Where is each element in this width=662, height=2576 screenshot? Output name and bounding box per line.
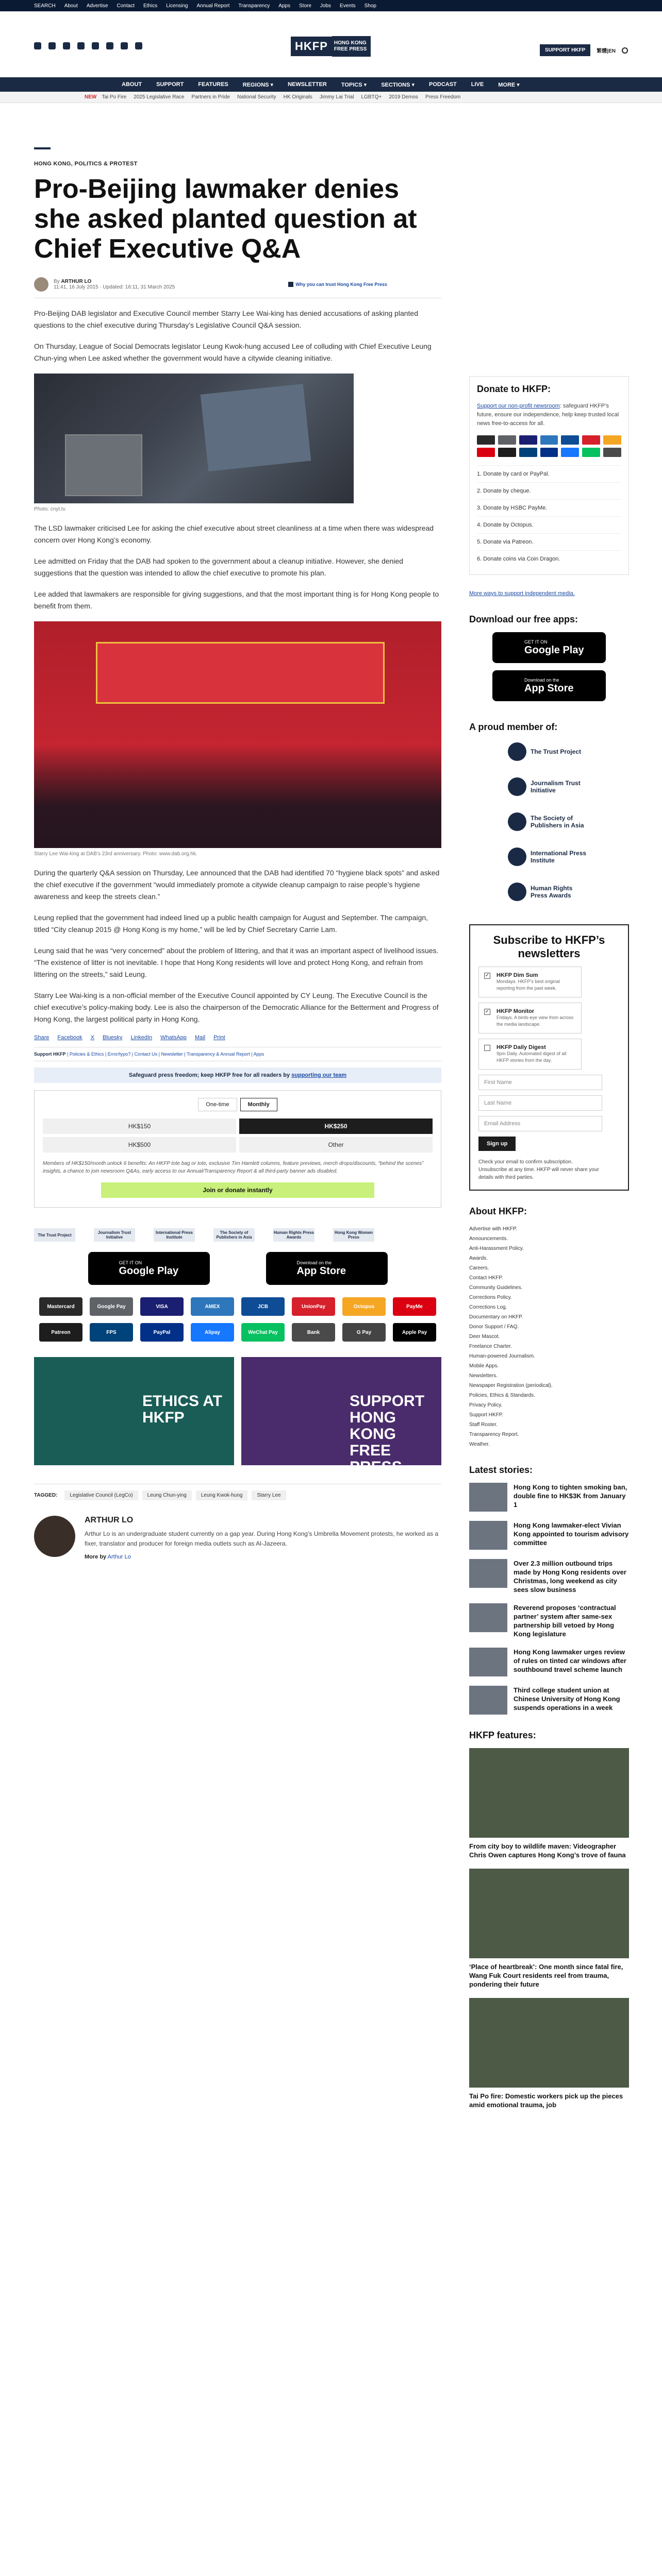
nav-item[interactable]: PODCAST: [429, 81, 457, 88]
donate-option[interactable]: 6. Donate coins via Coin Dragon.: [477, 550, 621, 567]
about-link[interactable]: Deer Mascot.: [469, 1334, 500, 1340]
app-store-button[interactable]: Download on the App Store: [492, 670, 606, 701]
amount-option-selected[interactable]: HK$250: [239, 1118, 433, 1134]
story-title[interactable]: Hong Kong lawmaker urges review of rules on tinted car windows after southbound travel scheme launch: [514, 1648, 626, 1673]
payment-logo: Patreon: [39, 1323, 82, 1342]
sign-up-button[interactable]: Sign up: [478, 1137, 516, 1151]
membership-note: Members of HK$150/month unlock 6 benefits: An HKFP tote bag or tote, exclusive Tim Hamlett columns, feature previews, merch drops/discounts, “behind the scenes” insights, a chance to join newsroom Q&As, early access to our Annual/Transparency Report & all third-party banner ads disabled.: [43, 1161, 424, 1174]
about-link[interactable]: Advertise with HKFP.: [469, 1226, 518, 1232]
photo-banner: [96, 642, 385, 704]
amount-option[interactable]: HK$500: [43, 1137, 236, 1153]
paragraph-4: Lee admitted on Friday that the DAB had spoken to the government about a cleanup initiative. However, she denied suggestions that the question was intended to allow the chief executive to promote his plan.: [34, 557, 404, 577]
member-emblem-icon: [508, 848, 526, 866]
newsletter-option[interactable]: [478, 1039, 582, 1070]
topbar-link[interactable]: Ethics: [143, 3, 158, 9]
donate-options: [477, 465, 621, 567]
trending-link[interactable]: Jimmy Lai Trial: [319, 94, 354, 100]
about-link[interactable]: Freelance Charter.: [469, 1344, 512, 1349]
share-link[interactable]: Mail: [194, 1035, 206, 1041]
payment-logo: PayPal: [140, 1323, 184, 1342]
topbar-link[interactable]: Annual Report: [196, 3, 230, 9]
about-link[interactable]: Corrections Policy.: [469, 1295, 512, 1300]
nav-item[interactable]: SUPPORT: [156, 81, 184, 88]
logo-mark: HKFP: [291, 37, 332, 56]
instagram-icon[interactable]: [63, 42, 70, 49]
byline: [34, 277, 441, 292]
tag-link[interactable]: Leung Kwok-hung: [196, 1490, 248, 1500]
story-item[interactable]: [469, 1686, 629, 1715]
payment-icon: [477, 435, 495, 445]
feature-stories: [469, 1748, 629, 2109]
member-name: The Society of Publishers in Asia: [531, 815, 584, 829]
google-play-button[interactable]: GET IT ON Google Play: [88, 1252, 210, 1285]
donation-tabs: [43, 1098, 433, 1111]
proud-member-logo[interactable]: [508, 775, 590, 799]
donation-box: [34, 1090, 441, 1208]
payment-logo: VISA: [140, 1297, 184, 1316]
trending-link[interactable]: 2019 Demos: [389, 94, 418, 100]
site-header: [0, 11, 662, 77]
payment-logo: UnionPay: [292, 1297, 335, 1316]
article-title: Pro-Beijing lawmaker denies she asked planted question at Chief Executive Q&A: [34, 174, 417, 264]
tag-link[interactable]: Starry Lee: [252, 1490, 286, 1500]
feature-item[interactable]: [469, 1869, 629, 1989]
newsletter-name: HKFP Monitor: [496, 1008, 535, 1014]
member-logo[interactable]: Human Rights Press Awards: [273, 1228, 315, 1242]
payment-logo: Mastercard: [39, 1297, 82, 1316]
newsletter-name: HKFP Daily Digest: [496, 1044, 546, 1050]
byline-text: By ARTHUR LO 11:41, 16 July 2015 · Updated: 16:11, 31 March 2025: [54, 279, 175, 290]
app-buttons: [34, 1252, 441, 1285]
proud-member-logo[interactable]: [508, 880, 590, 904]
payment-icons: [477, 435, 621, 457]
main-nav: [0, 77, 662, 92]
payment-icon: [540, 448, 558, 457]
topbar-link[interactable]: SEARCH: [34, 3, 56, 9]
story-item[interactable]: [469, 1521, 629, 1550]
donation-banner: Safeguard press freedom; keep HKFP free for all readers by supporting our team: [34, 1067, 441, 1083]
newsletter-option[interactable]: [478, 967, 582, 997]
story-item[interactable]: [469, 1603, 629, 1638]
payment-icon: [603, 435, 621, 445]
support-link[interactable]: Support HKFP: [34, 1052, 66, 1057]
payment-logo: FPS: [90, 1323, 133, 1342]
newsletter-options: [478, 967, 620, 1070]
paragraph-3: The LSD lawmaker criticised Lee for asking the chief executive about street cleanliness at a time when there was widespread concern over Hong Kong’s economy.: [34, 524, 434, 544]
payment-icon: [561, 448, 579, 457]
about-link[interactable]: Human-powered Journalism.: [469, 1353, 535, 1359]
nav-item[interactable]: TOPICS ▾: [341, 81, 367, 88]
promo-title: ETHICS AT HKFP: [142, 1393, 222, 1426]
topbar-link[interactable]: Apps: [278, 3, 290, 9]
story-thumbnail[interactable]: [469, 1559, 507, 1588]
nav-item[interactable]: NEWSLETTER: [288, 81, 327, 88]
about-link[interactable]: Documentary on HKFP.: [469, 1314, 523, 1320]
sidebar: [469, 376, 629, 2119]
payment-logo: PayMe: [393, 1297, 436, 1316]
member-logo[interactable]: Hong Kong Women Press: [333, 1228, 374, 1242]
topbar-link[interactable]: Events: [340, 3, 356, 9]
story-item[interactable]: [469, 1483, 629, 1512]
share-link[interactable]: Share: [34, 1035, 49, 1041]
story-thumbnail[interactable]: [469, 1483, 507, 1512]
nav-item[interactable]: LIVE: [471, 81, 484, 88]
author-bio: Arthur Lo is an undergraduate student currently on a gap year. During Hong Kong’s Umbrella Movement protests, he worked as a fixer, translator and producer for foreign media outlets such as Al-Jazeera.: [85, 1530, 439, 1547]
topbar-link[interactable]: Advertise: [86, 3, 108, 9]
nav-item[interactable]: REGIONS ▾: [242, 81, 274, 88]
about-link[interactable]: Contact HKFP.: [469, 1275, 503, 1281]
about-title: About HKFP:: [469, 1206, 527, 1216]
story-title[interactable]: Over 2.3 million outbound trips made by Hong Kong residents over Christmas, long weekend as city sees slow business: [514, 1560, 626, 1594]
trending-link[interactable]: Partners in Pride: [191, 94, 230, 100]
member-logo[interactable]: The Trust Project: [34, 1228, 75, 1242]
about-link[interactable]: Mobile Apps.: [469, 1363, 499, 1369]
tagged-label: TAGGED:: [34, 1493, 58, 1498]
story-item[interactable]: [469, 1648, 629, 1676]
story-thumbnail[interactable]: [469, 1521, 507, 1550]
member-logo[interactable]: The Society of Publishers in Asia: [213, 1228, 255, 1242]
new-badge: NEW: [85, 94, 97, 100]
story-item[interactable]: [469, 1559, 629, 1594]
payment-logo: Bank: [292, 1323, 335, 1342]
donate-option[interactable]: 2. Donate by cheque.: [477, 482, 621, 499]
about-link[interactable]: Community Guidelines.: [469, 1285, 523, 1291]
newsletter-widget: [469, 924, 629, 1191]
about-link[interactable]: Policies, Ethics & Standards.: [469, 1393, 535, 1398]
paragraph-5: Lee added that lawmakers are responsible for giving suggestions, and that the most important thing is for Hong Kong people to benefit from them.: [34, 590, 439, 610]
email-field[interactable]: Email Address: [478, 1116, 602, 1131]
x-icon[interactable]: [48, 42, 56, 49]
payment-methods: [34, 1297, 441, 1342]
donate-option[interactable]: 5. Donate via Patreon.: [477, 533, 621, 550]
payment-icon: [519, 435, 537, 445]
payment-logo: Google Pay: [90, 1297, 133, 1316]
newsletter-desc: 9pm Daily. Automated digest of all HKFP stories from the day.: [496, 1051, 567, 1063]
trending-link[interactable]: Press Freedom: [425, 94, 461, 100]
support-hkfp-button[interactable]: SUPPORT HKFP: [540, 44, 590, 56]
trust-link[interactable]: Why you can trust Hong Kong Free Press: [288, 282, 387, 287]
payment-icon: [582, 435, 600, 445]
topbar-link[interactable]: Store: [299, 3, 311, 9]
payment-logo: WeChat Pay: [241, 1323, 285, 1342]
share-link[interactable]: Bluesky: [103, 1035, 123, 1041]
author-link[interactable]: ARTHUR LO: [61, 279, 92, 284]
payment-icon: [540, 435, 558, 445]
tags-row: [34, 1484, 441, 1500]
newsletter-note: Check your email to confirm subscription. Unsubscribe at any time. HKFP will never share your details with third parties.: [478, 1159, 599, 1180]
facebook-icon[interactable]: [34, 42, 41, 49]
trending-link[interactable]: National Security: [237, 94, 276, 100]
about-link[interactable]: Newspaper Registration (periodical).: [469, 1383, 553, 1388]
topbar-link[interactable]: About: [64, 3, 78, 9]
payment-icon: [498, 435, 516, 445]
payment-logo: G Pay: [342, 1323, 386, 1342]
youtube-icon[interactable]: [77, 42, 85, 49]
payment-icon: [519, 448, 537, 457]
share-links: [34, 1035, 441, 1041]
last-name-field[interactable]: Last Name: [478, 1095, 602, 1111]
search-icon[interactable]: [622, 47, 628, 54]
member-emblem-icon: [508, 742, 526, 761]
payment-icon: [561, 435, 579, 445]
email-icon[interactable]: [135, 42, 142, 49]
newsletter-name: HKFP Dim Sum: [496, 972, 538, 978]
story-thumbnail[interactable]: [469, 1686, 507, 1715]
nav-item[interactable]: SECTIONS ▾: [381, 81, 415, 88]
paragraph-2: On Thursday, League of Social Democrats legislator Leung Kwok-hung accused Lee of colluding with Chief Executive Leung Chun-ying when Lee asked whether the government would have a citywide cleaning initiative.: [34, 342, 432, 362]
checkbox-icon[interactable]: ✓: [485, 973, 490, 978]
about-link[interactable]: Privacy Policy.: [469, 1402, 503, 1408]
latest-title: Latest stories:: [469, 1465, 533, 1475]
tag-link[interactable]: Legislative Council (LegCo): [64, 1490, 138, 1500]
nav-item[interactable]: MORE ▾: [498, 81, 520, 88]
logo-name: HONG KONG FREE PRESS: [332, 36, 371, 57]
promo-card[interactable]: [241, 1357, 441, 1476]
header-actions: [540, 44, 628, 56]
article: [34, 147, 441, 1560]
newsletter-desc: Mondays. HKFP’s best original reporting from the past week.: [496, 979, 560, 991]
photo-inset: [65, 434, 142, 496]
photo-board: [201, 384, 311, 471]
proud-member-logo[interactable]: [508, 810, 590, 834]
photo-caption: Starry Lee Wai-king at DAB’s 23rd anniversary. Photo: www.dab.org.hk.: [34, 851, 197, 857]
trending-link[interactable]: 2025 Legislative Race: [134, 94, 185, 100]
about-link[interactable]: Corrections Log.: [469, 1304, 507, 1310]
article-photo-dab: [34, 621, 441, 848]
paragraph-8: Leung said that he was “very concerned” about the problem of littering, and that it was an important aspect of livelihood issues. “The existence of litter is not inevitable. I hope that Hong Kong residents will love and protect Hong Kong, and refrain from littering on the streets,” said Leung.: [34, 946, 439, 978]
more-ways-link[interactable]: More ways to support independent media.: [469, 590, 575, 597]
donate-option[interactable]: 3. Donate by HSBC PayMe.: [477, 499, 621, 516]
member-name: Journalism Trust Initiative: [531, 779, 581, 794]
feature-image[interactable]: [469, 1998, 629, 2088]
payment-icon: [498, 448, 516, 457]
threads-icon[interactable]: [106, 42, 113, 49]
paragraph-6: During the quarterly Q&A session on Thursday, Lee announced that the DAB had identified 70 “hygiene black spots” and asked the chief executive if the government “would immediately promote a citywide cleanup campaign to raise people’s hygiene awareness and keep the streets clean.”: [34, 869, 440, 901]
payment-logo: Alipay: [191, 1323, 234, 1342]
about-link[interactable]: Weather.: [469, 1442, 490, 1447]
trending-link[interactable]: Tai Po Fire: [102, 94, 127, 100]
about-link[interactable]: Anti-Harassment Policy.: [469, 1246, 524, 1251]
about-link[interactable]: Careers.: [469, 1265, 489, 1271]
payment-logo: JCB: [241, 1297, 285, 1316]
story-thumbnail[interactable]: [469, 1603, 507, 1632]
payment-icon: [477, 448, 495, 457]
story-title[interactable]: Third college student union at Chinese University of Hong Kong suspends operations in a week: [514, 1686, 620, 1711]
author-box: [34, 1516, 441, 1560]
nav-item[interactable]: ABOUT: [122, 81, 142, 88]
support-links-bar: Support HKFP | Policies & Ethics | Error/typo? | Contact Us | Newsletter | Transparency & Annual Report | Apps: [34, 1047, 441, 1061]
story-thumbnail[interactable]: [469, 1648, 507, 1676]
share-link[interactable]: X: [90, 1035, 95, 1041]
about-link[interactable]: Donor Support / FAQ.: [469, 1324, 519, 1330]
about-link[interactable]: Support HKFP.: [469, 1412, 503, 1418]
support-team-link[interactable]: supporting our team: [291, 1072, 347, 1078]
donate-title: Donate to HKFP:: [477, 384, 551, 394]
member-emblem-icon: [508, 883, 526, 901]
author-photo: [34, 1516, 75, 1557]
feature-item[interactable]: [469, 1998, 629, 2109]
donate-option[interactable]: 4. Donate by Octopus.: [477, 516, 621, 533]
author-name[interactable]: ARTHUR LO: [85, 1516, 134, 1524]
telegram-icon[interactable]: [92, 42, 99, 49]
donation-amounts: [43, 1118, 433, 1153]
photo-caption: Photo: cnyt.tv.: [34, 506, 67, 512]
google-play-button[interactable]: GET IT ON Google Play: [492, 632, 606, 663]
trending-nav: [0, 92, 662, 103]
proud-member-logo[interactable]: [508, 740, 590, 764]
donate-widget: [469, 376, 629, 575]
member-logo[interactable]: International Press Institute: [154, 1228, 195, 1242]
first-name-field[interactable]: First Name: [478, 1075, 602, 1090]
about-link[interactable]: Transparency Report.: [469, 1432, 519, 1437]
payment-logo: AMEX: [191, 1297, 234, 1316]
promo-card[interactable]: [34, 1357, 234, 1465]
photo-people: [34, 745, 441, 848]
proud-member-logo[interactable]: [508, 845, 590, 869]
apps-title: Download our free apps:: [469, 614, 578, 624]
tab-monthly[interactable]: Monthly: [240, 1098, 277, 1111]
promo-title: SUPPORT HONG KONG FREE PRESS: [350, 1393, 425, 1476]
about-link[interactable]: Announcements.: [469, 1236, 508, 1242]
tag-link[interactable]: Leung Chun-ying: [142, 1490, 192, 1500]
language-switch[interactable]: 繁體|EN: [597, 48, 616, 54]
nav-item[interactable]: FEATURES: [198, 81, 228, 88]
checkbox-icon[interactable]: ✓: [485, 1009, 490, 1014]
member-logos: [34, 1228, 441, 1242]
paragraph-7: Leung replied that the government had indeed lined up a public health campaign for August and September. The campaign, titled “City cleanup 2015 @ Hong Kong is my home,” will be led by Chief Secretary Carrie Lam.: [34, 913, 428, 934]
topbar-link[interactable]: Shop: [364, 3, 376, 9]
app-store-button[interactable]: Download on the App Store: [266, 1252, 388, 1285]
member-logo[interactable]: Journalism Trust Initiative: [94, 1228, 135, 1242]
share-link[interactable]: Facebook: [57, 1035, 82, 1041]
payment-icon: [603, 448, 621, 457]
about-link[interactable]: Staff Roster.: [469, 1422, 498, 1428]
member-name: Human Rights Press Awards: [531, 885, 573, 899]
more-by-author[interactable]: More by Arthur Lo: [85, 1554, 131, 1560]
site-logo[interactable]: [291, 36, 371, 57]
feature-item[interactable]: [469, 1748, 629, 1859]
about-link[interactable]: Newsletters.: [469, 1373, 498, 1379]
amount-option-other[interactable]: Other: [239, 1137, 433, 1153]
trust-icon: [288, 282, 293, 287]
story-title[interactable]: Hong Kong to tighten smoking ban, double fine to HK$3K from January 1: [514, 1483, 627, 1509]
linkedin-icon[interactable]: [121, 42, 128, 49]
feature-image[interactable]: [469, 1869, 629, 1958]
story-title[interactable]: Hong Kong lawmaker-elect Vivian Kong appointed to tourism advisory committee: [514, 1521, 629, 1547]
topbar-link[interactable]: Transparency: [238, 3, 270, 9]
trending-link[interactable]: HK Originals: [283, 94, 312, 100]
payment-logo: Apple Pay: [393, 1323, 436, 1342]
feature-title[interactable]: From city boy to wildlife maven: Videographer Chris Owen captures Hong Kong’s trove of fauna: [469, 1842, 626, 1859]
article-category[interactable]: HONG KONG, POLITICS & PROTEST: [34, 161, 138, 167]
join-donate-button[interactable]: Join or donate instantly: [101, 1182, 374, 1198]
paragraph-1: Pro-Beijing DAB legislator and Executive Council member Starry Lee Wai-king has denied accusations of asking planted questions to the chief executive during Thursday’s Legislative Council Q&A session.: [34, 309, 418, 329]
title-rule: [34, 147, 51, 149]
promo-cards: [34, 1357, 441, 1476]
proud-members: [469, 740, 629, 904]
payment-icon: [582, 448, 600, 457]
article-photo-legco: [34, 374, 354, 503]
newsletter-option[interactable]: [478, 1003, 582, 1033]
sidebar-apps: [469, 632, 629, 701]
donate-option[interactable]: 1. Donate by card or PayPal.: [477, 465, 621, 482]
share-link[interactable]: WhatsApp: [160, 1035, 187, 1041]
topbar-link[interactable]: Contact: [117, 3, 135, 9]
feature-image[interactable]: [469, 1748, 629, 1838]
about-link[interactable]: Awards.: [469, 1256, 488, 1261]
publish-date: 11:41, 16 July 2015 · Updated: 16:11, 31 March 2025: [54, 284, 175, 290]
proud-title: A proud member of:: [469, 722, 558, 732]
latest-stories: [469, 1483, 629, 1715]
donate-text: Support our non-profit newsroom: safeguard HKFP’s future, ensure our independence, help keep trusted local news free-to-access for all.: [477, 403, 619, 427]
member-emblem-icon: [508, 777, 526, 796]
tab-one-time[interactable]: One-time: [198, 1098, 237, 1111]
features-title: HKFP features:: [469, 1730, 536, 1740]
share-link[interactable]: LinkedIn: [130, 1035, 153, 1041]
payment-logo: Octopus: [342, 1297, 386, 1316]
amount-option[interactable]: HK$150: [43, 1118, 236, 1134]
social-icons: [34, 42, 142, 49]
story-title[interactable]: Reverend proposes ‘contractual partner’ system after same-sex partnership bill vetoed by Hong Kong legislature: [514, 1604, 616, 1638]
feature-title[interactable]: Tai Po fire: Domestic workers pick up the pieces amid emotional trauma, job: [469, 2092, 623, 2109]
paragraph-9: Starry Lee Wai-king is a non-official member of the Executive Council appointed by CY Leung. The Executive Council is the chief executive’s policy-making body. Lee is also the chairperson of the Democratic Alliance for the Betterment and Progress of Hong Kong, the largest political party in Hong Kong.: [34, 991, 439, 1023]
author-avatar: [34, 277, 48, 292]
trending-link[interactable]: LGBTQ+: [361, 94, 382, 100]
utility-bar: [0, 0, 662, 11]
member-name: International Press Institute: [531, 850, 587, 864]
topbar-link[interactable]: Jobs: [320, 3, 332, 9]
feature-title[interactable]: ‘Place of heartbreak’: One month since fatal fire, Wang Fuk Court residents reel from trauma, pondering their future: [469, 1963, 623, 1988]
about-links: [469, 1224, 629, 1449]
share-link[interactable]: Print: [213, 1035, 225, 1041]
newsletter-desc: Fridays. A birds-eye view from across the media landscape.: [496, 1015, 574, 1027]
member-emblem-icon: [508, 812, 526, 831]
newsletter-title: Subscribe to HKFP’s newsletters: [493, 934, 605, 960]
checkbox-icon[interactable]: [484, 1045, 490, 1051]
member-name: The Trust Project: [531, 748, 582, 755]
topbar-link[interactable]: Licensing: [166, 3, 188, 9]
